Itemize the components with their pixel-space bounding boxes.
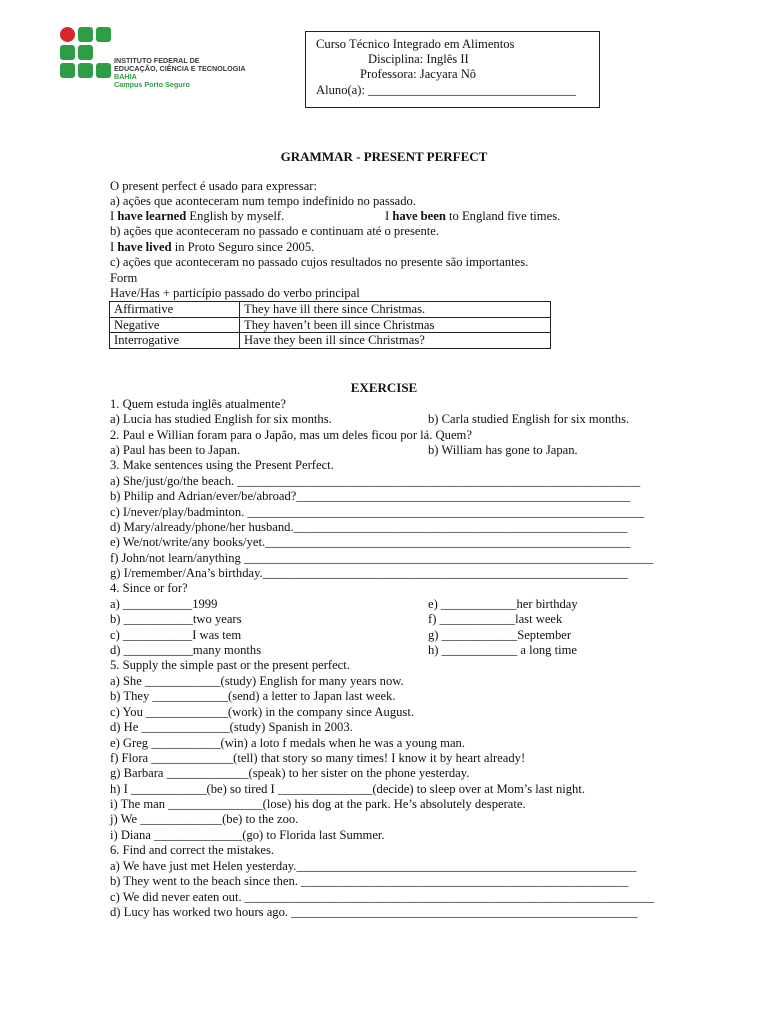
question: 4. Since or for? [110,581,188,595]
student-field: Aluno(a): _________________________________ [316,83,576,97]
exercise-item: h) I ____________(be) so tired I _______________(decide) to sleep over at Mom’s last night. [110,782,585,796]
exercise-item: d) He ______________(study) Spanish in 2003. [110,720,353,734]
exercise-item: a) She ____________(study) English for many years now. [110,674,404,688]
exercise-item: e) ____________her birthday [428,597,578,611]
intro-line: Form [110,271,138,285]
logo-mark-icon [58,26,112,80]
logo-line: EDUCAÇÃO, CIÊNCIA E TECNOLOGIA [114,64,246,73]
exercise-item: d) Mary/already/phone/her husband._____________________________________________________ [110,520,628,534]
exercise-item: a) ___________1999 [110,597,218,611]
teacher: Professora: Jacyara Nô [360,67,477,81]
option: b) Carla studied English for six months. [428,412,630,426]
exercise-item: c) ___________I was tem [110,628,242,642]
exercise-item: c) I/never/play/badminton. _______________________________________________________________ [110,505,645,519]
exercise-item: g) ____________September [428,628,572,642]
table-row [110,317,551,333]
example-text: I [110,240,118,254]
exercise-item: f) ____________last week [428,612,563,626]
table-cell: Negative [110,317,240,333]
table-cell: They haven’t been ill since Christmas [240,317,551,333]
example-verb: have lived [117,240,172,254]
intro-line: b) ações que aconteceram no passado e continuam até o presente. [110,224,440,238]
question: 2. Paul e Willian foram para o Japão, mas um deles ficou por lá. Quem? [110,428,472,442]
exercise-item: a) She/just/go/the beach. ________________________________________________________________ [110,474,641,488]
question: 3. Make sentences using the Present Perfect. [110,458,334,472]
form-table [109,301,551,349]
logo-line: Campus Porto Seguro [114,80,190,89]
option: a) Lucia has studied English for six months. [110,412,332,426]
example-text: in Proto Seguro since 2005. [171,240,315,254]
example-text: I [385,209,393,223]
exercise-item: b) They ____________(send) a letter to Japan last week. [110,689,396,703]
exercise-item: g) I/remember/Ana’s birthday.__________________________________________________________ [110,566,628,580]
intro-line: a) ações que aconteceram num tempo indefinido no passado. [110,194,416,208]
example-sentence [385,209,560,224]
exercise-item: a) We have just met Helen yesterday.______________________________________________________ [110,859,637,873]
exercise-item: c) You _____________(work) in the company since August. [110,705,414,719]
question: 1. Quem estuda inglês atualmente? [110,397,286,411]
exercise-item: e) We/not/write/any books/yet.__________________________________________________________ [110,535,631,549]
discipline: Disciplina: Inglês II [368,52,469,66]
exercise-item: i) Diana ______________(go) to Florida last Summer. [110,828,385,842]
intro-line: c) ações que aconteceram no passado cujos resultados no presente são importantes. [110,255,529,269]
page-title: GRAMMAR - PRESENT PERFECT [280,149,488,164]
option: a) Paul has been to Japan. [110,443,241,457]
exercise-item: i) The man _______________(lose) his dog at the park. He’s absolutely desperate. [110,797,526,811]
table-cell: Have they been ill since Christmas? [240,333,551,349]
example-text: English by myself. [186,209,285,223]
exercise-item: j) We _____________(be) to the zoo. [110,812,299,826]
example-sentence [110,209,284,224]
table-row [110,333,551,349]
exercise-item: h) ____________ a long time [428,643,578,657]
table-cell: Affirmative [110,302,240,318]
table-row [110,302,551,318]
exercise-item: g) Barbara _____________(speak) to her sister on the phone yesterday. [110,766,470,780]
exercise-item: b) Philip and Adrian/ever/be/abroad?_____________________________________________________ [110,489,631,503]
question: 6. Find and correct the mistakes. [110,843,275,857]
example-verb: have been [392,209,446,223]
option: b) William has gone to Japan. [428,443,578,457]
course-name: Curso Técnico Integrado em Alimentos [316,37,515,51]
logo-text [114,57,246,89]
exercise-item: f) John/not learn/anything _________________________________________________________________ [110,551,654,565]
exercise-item: d) Lucy has worked two hours ago. _______________________________________________________ [110,905,638,919]
exercise-item: f) Flora _____________(tell) that story so many times! I know it by heart already! [110,751,526,765]
exercise-item: d) ___________many months [110,643,262,657]
exercise-item: e) Greg ___________(win) a loto f medals when he was a young man. [110,736,465,750]
example-sentence [110,240,314,255]
example-verb: have learned [117,209,187,223]
intro-line: O present perfect é usado para expressar: [110,179,317,193]
exercise-item: b) ___________two years [110,612,242,626]
logo-line: BAHIA [114,72,137,81]
logo-line: INSTITUTO FEDERAL DE [114,56,200,65]
question: 5. Supply the simple past or the present perfect. [110,658,350,672]
institution-logo [58,26,246,96]
exercise-item: c) We did never eaten out. _________________________________________________________________ [110,890,655,904]
course-info-box [305,31,600,108]
exercise-title: EXERCISE [350,380,418,395]
table-cell: Interrogative [110,333,240,349]
intro-line: Have/Has + particípio passado do verbo principal [110,286,360,300]
example-text: to England five times. [445,209,561,223]
table-cell: They have ill there since Christmas. [240,302,551,318]
example-text: I [110,209,118,223]
exercise-item: b) They went to the beach since then. ____________________________________________________ [110,874,629,888]
